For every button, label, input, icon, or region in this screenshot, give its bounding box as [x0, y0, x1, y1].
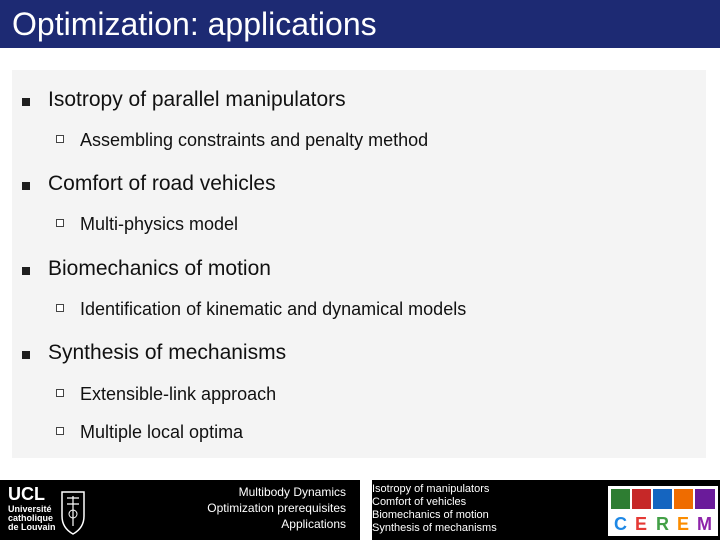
sub-bullet-item: Multi-physics model: [80, 214, 239, 234]
sub-bullet-square-icon: [56, 219, 64, 227]
bullet-item: Biomechanics of motion: [48, 257, 271, 280]
cerem-letter: R: [656, 514, 669, 534]
sub-bullet-item: Assembling constraints and penalty method: [80, 130, 429, 150]
sub-bullet-item: Identification of kinematic and dynamical models: [80, 299, 467, 319]
course-section: Optimization prerequisites: [207, 501, 346, 515]
university-line: de Louvain: [8, 522, 56, 532]
course-info: [150, 484, 346, 532]
topic-item: Comfort of vehicles: [372, 496, 467, 508]
sub-bullet-item: Extensible-link approach: [80, 384, 277, 404]
bullet-square-icon: [22, 267, 30, 275]
bullet-item: Isotropy of parallel manipulators: [48, 88, 346, 111]
cerem-letter: M: [697, 514, 712, 534]
bullet-item: Synthesis of mechanisms: [48, 341, 287, 364]
bullet-square-icon: [22, 351, 30, 359]
topic-list: [372, 483, 497, 535]
cerem-letter: C: [614, 514, 627, 534]
bullet-item: Comfort of road vehicles: [48, 172, 276, 195]
ucl-logo-text: UCL: [8, 484, 45, 504]
sub-bullet-square-icon: [56, 135, 64, 143]
bullet-square-icon: [22, 98, 30, 106]
cerem-logo-icon: [608, 486, 718, 536]
cerem-letter: E: [677, 514, 690, 534]
university-line: Université: [8, 504, 52, 514]
topic-item: Isotropy of manipulators: [372, 483, 490, 495]
sub-bullet-square-icon: [56, 304, 64, 312]
bullet-square-icon: [22, 182, 30, 190]
sub-bullet-square-icon: [56, 389, 64, 397]
cerem-letter: E: [635, 514, 648, 534]
slide-title: Optimization: applications: [12, 6, 377, 42]
sub-bullet-square-icon: [56, 427, 64, 435]
topic-item: Biomechanics of motion: [372, 509, 489, 521]
university-crest-icon: [58, 486, 88, 536]
topic-item: Synthesis of mechanisms: [372, 522, 497, 534]
course-subsection: Applications: [281, 517, 346, 531]
course-title: Multibody Dynamics: [238, 485, 346, 499]
university-name: [8, 505, 56, 532]
divider-block: [360, 462, 372, 540]
sub-bullet-item: Multiple local optima: [80, 422, 244, 442]
university-line: catholique: [8, 513, 54, 523]
